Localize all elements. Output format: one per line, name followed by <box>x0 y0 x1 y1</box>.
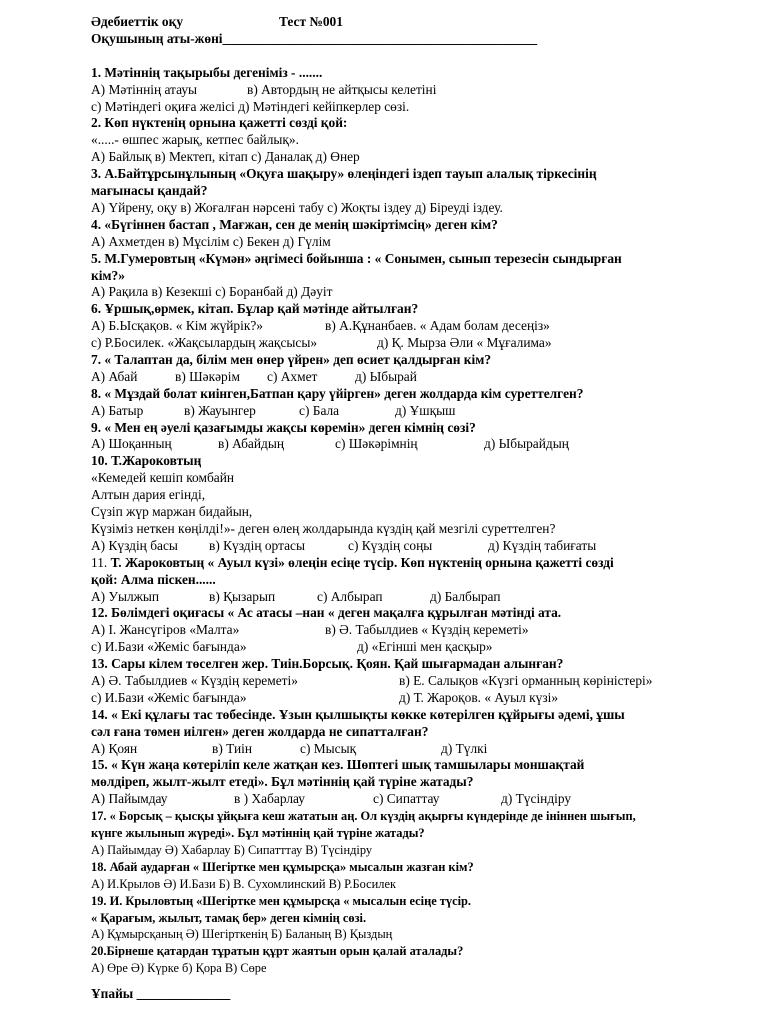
question-7: 7. « Талаптан да, білім мен өнер үйрен» деп өсиет қалдырған кім? <box>91 352 492 368</box>
answer: в) Қызарып <box>209 588 276 604</box>
answer: А) Қоян <box>91 740 138 756</box>
answer: с) Сипаттау <box>373 791 440 807</box>
answer: А) Ә. Табылдиев « Күздің кереметі» <box>91 673 298 688</box>
answers-18: А) И.Крылов Ә) И.Бази Б) В. Сухомлинский В) Р.Босилек <box>91 876 396 891</box>
answer: А) Абай <box>91 368 138 384</box>
answer: в ) Хабарлау <box>234 791 306 807</box>
question-20: 20.Бірнеше қатардан тұратын құрт жаятын орын қалай аталады? <box>91 944 464 959</box>
poem-line-4: Күзіміз неткен көңілді!»- деген өлең жолдарында күздің қай мезгілі суреттелген? <box>91 520 556 536</box>
question-17-cont: күнге жылынып жүреді». Бұл мәтіннің қай түріне жатады? <box>91 826 425 841</box>
question-3-cont: мағынасы қандай? <box>91 183 208 199</box>
question-2: 2. Көп нүктенің орнына қажетті сөзді қой: <box>91 115 348 131</box>
question-4: 4. «Бүгіннен бастап , Мағжан, сен де менің шәкіртімсің» деген кім? <box>91 216 498 232</box>
answers-12b <box>91 639 721 656</box>
answers-2: А) Байлық в) Мектеп, кітап с) Даналақ д) Өнер <box>91 149 360 165</box>
answers-19: А) Құмырсқаның Ә) Шегірткенің Б) Баланың В) Қыздың <box>91 927 393 942</box>
test-number: Тест №001 <box>279 14 343 29</box>
poem-line-3: Сүзіп жүр маржан бидайын, <box>91 504 253 520</box>
subject-title: Әдебиеттік оқу <box>91 14 184 29</box>
answer: А) Мәтіннің атауы <box>91 81 198 97</box>
answer: д) «Егінші мен қасқыр» <box>357 639 493 655</box>
answers-12a <box>91 622 721 639</box>
answer: с) И.Бази «Жеміс бағында» <box>91 689 247 705</box>
question-11-text: Т. Жароковтың « Ауыл күзі» өлеңін есіңе түсір. Көп нүктенің орнына қажетті сөзді <box>110 554 614 570</box>
poem-line-2: Алтын дария егінді, <box>91 487 206 503</box>
answers-4: А) Ахметден в) Мұсілім с) Бекен д) Гүлім <box>91 233 331 249</box>
answer: А) Батыр <box>91 402 144 418</box>
answer: А) Пайымдау <box>91 791 168 807</box>
answers-14 <box>91 741 721 758</box>
answer: д) Түсіндіру <box>501 791 572 807</box>
answer: с) И.Бази «Жеміс бағында» <box>91 639 247 655</box>
score-line: Ұпайы ______________ <box>91 986 231 1001</box>
answer: с) Бала <box>299 402 340 418</box>
answer: в) Абайдың <box>218 436 285 452</box>
question-11-number: 11. <box>91 554 108 570</box>
answer: А) Б.Ысқақов. « Кім жүйрік?» <box>91 318 263 334</box>
question-1: 1. Мәтіннің тақырыбы дегеніміз - ....... <box>91 64 323 80</box>
answer: д) Қ. Мырза Әли « Мұғалима» <box>377 335 552 351</box>
answer: в) Күздің ортасы <box>209 537 305 553</box>
question-10: 10. Т.Жароковтың <box>91 453 202 469</box>
test-sheet <box>91 14 721 977</box>
question-5: 5. М.Гумеровтың «Күмән» әңгімесі бойынша : « Сонымен, сынып терезесін сындырған <box>91 250 622 266</box>
student-name-line: Оқушының аты-жөні_______________________________________________ <box>91 30 538 46</box>
answer: с) Ахмет <box>267 368 318 384</box>
answer: в) Шәкәрім <box>175 368 240 384</box>
question-14-cont: сәл ғана төмен иілген» деген жолдарда не сипатталған? <box>91 723 429 739</box>
answer: в) Е. Салықов «Күзгі орманның көріністері» <box>399 673 653 688</box>
answer: в) Жауынгер <box>184 402 256 418</box>
question-17: 17. « Борсық – қысқы ұйқыға кеш жататын аң. Ол күздің ақырғы күндерінде де ініннен шығып, <box>91 809 636 824</box>
answer: д) Түлкі <box>441 740 488 756</box>
answer: А) Күздің басы <box>91 537 178 553</box>
answer: с) Шәкәрімнің <box>335 436 418 452</box>
question-11 <box>91 555 721 572</box>
question-6: 6. Ұршық,өрмек, кітап. Бұлар қай мәтінде айтылған? <box>91 301 419 317</box>
question-3: 3. А.Байтұрсынұлының «Оқуға шақыру» өлеңіндегі іздеп тауып алалық тіркесінің <box>91 166 597 182</box>
answer: д) Балбырап <box>430 588 501 604</box>
question-15: 15. « Күн жаңа көтеріліп келе жатқан кез. Шөптегі шық тамшылары моншақтай <box>91 757 585 773</box>
answers-15 <box>91 791 721 808</box>
question-18: 18. Абай аударған « Шегіртке мен құмырсқа» мысалын жазған кім? <box>91 859 474 874</box>
answers-6a <box>91 318 721 335</box>
question-15-cont: мөлдіреп, жылт-жылт етеді». Бұл мәтіннің қай түріне жатады? <box>91 774 474 790</box>
answers-7 <box>91 369 721 386</box>
answers-1b: с) Мәтіндегі оқиға желісі д) Мәтіндегі кейіпкерлер сөзі. <box>91 98 410 114</box>
answers-6b <box>91 335 721 352</box>
question-11-cont: қой: Алма піскен...... <box>91 571 216 587</box>
answer: А) Шоқанның <box>91 436 172 452</box>
question-9: 9. « Мен ең әуелі қазағымды жақсы көремін» деген кімнің сөзі? <box>91 419 476 435</box>
answers-13a <box>91 673 721 690</box>
answer: с) Күздің соңы <box>348 537 433 553</box>
question-13: 13. Сары кілем төселген жер. Тиін.Борсық. Қоян. Қай шығармадан алынған? <box>91 656 564 672</box>
header-row <box>91 14 721 31</box>
answer: в) А.Құнанбаев. « Адам болам десеңіз» <box>325 318 550 334</box>
answers-3: А) Үйрену, оқу в) Жоғалған нәрсені табу с) Жоқты іздеу д) Біреуді іздеу. <box>91 199 503 215</box>
answers-11 <box>91 589 721 606</box>
question-19: 19. И. Крыловтың «Шегіртке мен құмырсқа « мысалын есіңе түсір. <box>91 893 472 908</box>
answer: в) Автордың не айтқысы келетіні <box>247 81 437 97</box>
answer: А) І. Жансүгіров «Малта» <box>91 622 240 638</box>
answer: д) Ұшқыш <box>395 402 456 418</box>
question-14: 14. « Екі құлағы тас төбесінде. Ұзын қылшықты көкке көтерілген құйрығы әдемі, ұшы <box>91 706 625 722</box>
poem-line-1: «Кемедей кешіп комбайн <box>91 470 235 486</box>
question-12: 12. Бөлімдегі оқиғасы « Ас атасы –нан « деген мақалға құрылған мәтінді ата. <box>91 605 562 621</box>
answer: А) Уылжып <box>91 588 160 604</box>
question-5-cont: кім?» <box>91 267 125 283</box>
answers-10 <box>91 538 721 555</box>
answers-9 <box>91 436 721 453</box>
answer: д) Ыбырай <box>355 368 417 384</box>
answer: д) Ыбырайдың <box>484 436 569 452</box>
answers-8 <box>91 403 721 420</box>
answers-17: А) Пайымдау Ә) Хабарлау Б) Сипатттау В) Түсіндіру <box>91 842 373 857</box>
answer: д) Күздің табиғаты <box>488 537 597 553</box>
answer: с) Р.Босилек. «Жақсылардың жақсысы» <box>91 335 318 351</box>
question-19-cont: « Қарағым, жылыт, тамақ бер» деген кімнің сөзі. <box>91 910 367 925</box>
answers-5: А) Рақила в) Кезекші с) Боранбай д) Дәуіт <box>91 284 333 300</box>
answer: в) Ә. Табылдиев « Күздің кереметі» <box>325 622 529 638</box>
answer: с) Мысық <box>300 740 357 756</box>
answers-13b <box>91 690 721 707</box>
answers-20: А) Өре Ә) Күрке б) Қора В) Сөре <box>91 961 267 976</box>
answer: с) Албырап <box>317 588 383 604</box>
question-8: 8. « Мұздай болат киінген,Батпан қару үйірген» деген жолдарда кім суреттелген? <box>91 385 584 401</box>
question-2-quote: «.....- өшпес жарық, кетпес байлық». <box>91 132 299 148</box>
answers-1 <box>91 82 721 99</box>
answer: в) Тиін <box>212 740 253 756</box>
answer: д) Т. Жароқов. « Ауыл күзі» <box>399 689 559 705</box>
